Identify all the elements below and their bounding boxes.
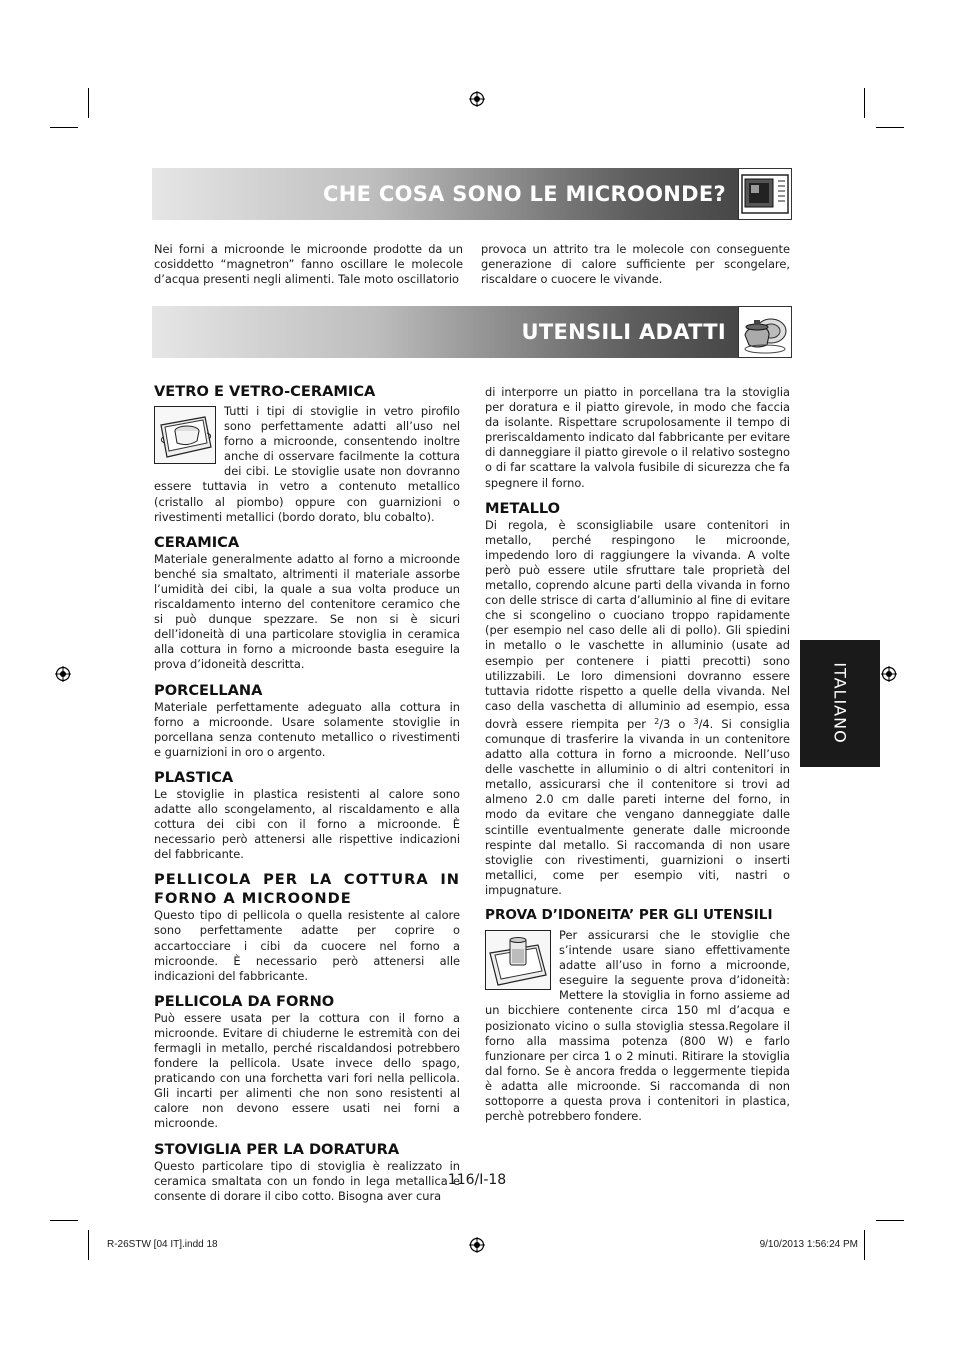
footer-timestamp: 9/10/2013 1:56:24 PM	[759, 1239, 858, 1250]
language-tab-label: ITALIANO	[830, 662, 850, 744]
section-body	[485, 518, 790, 898]
cookware-icon	[738, 306, 792, 358]
section-body: Questo tipo di pellicola o quella resistente al calore sono perfettamente adatte per coprire o accartocciare i cibi da cuocere nel forno a microonde. È necessario però attenersi alle indicazioni del fabbricante.	[154, 908, 460, 983]
footer-filename: R-26STW [04 IT].indd 18	[107, 1239, 218, 1250]
section-body: Per assicurarsi che le stoviglie che s’intende usare siano effettivamente adatte all’uso in forno a microonde, eseguire la seguente prova d’idoneità: Mettere la stoviglia in forno assieme ad un bicchiere contenente circa 150 ml d’acqua e posizionato vicino o sulla stoviglia stessa.Regolare il forno alla massima potenza (800 W) e farlo funzionare per circa 1 o 2 minuti. Ritirare la stoviglia dal forno. Se è ancora fredda o leggermente tiepida è adatta alle microonde. Si raccomanda di non sottoporre a questa prova i contenitori in plastica, perchè potrebbero fondere.	[485, 928, 790, 1124]
section-banner	[152, 306, 792, 358]
section-heading: PELLICOLA PER LA COTTURA IN FORNO A MICROONDE	[154, 871, 460, 908]
section-banner	[152, 168, 792, 220]
registration-mark-icon	[469, 1237, 485, 1253]
section-heading: PORCELLANA	[154, 681, 263, 699]
section-body: Le stoviglie in plastica resistenti al calore sono adatte allo scongelamento, al riscaldamento e alla cottura dei cibi con il forno a microonde. È necessario però attenersi alle rispettive indicazioni del fabbricante.	[154, 786, 460, 862]
crop-mark	[876, 127, 904, 128]
continuation-text: di interporre un piatto in porcellana tra la stoviglia per doratura e il piatto girevole, in modo che faccia da isolante. Rispettare scrupolosamente il tempo di preriscaldamento indicato dal fabbricante per evitare di danneggiare il piatto girevole o il relativo sostegno o di far scattare la valvola fusibile di sicurezza che fa spegnere il forno.	[485, 385, 790, 490]
section-heading: PLASTICA	[154, 768, 234, 786]
suitability-test-illustration	[485, 930, 551, 990]
section-heading: STOVIGLIA PER LA DORATURA	[154, 1140, 400, 1158]
microwave-icon	[738, 168, 792, 220]
section-heading: METALLO	[485, 499, 561, 517]
crop-mark	[876, 1220, 904, 1221]
fraction-separator: o	[670, 716, 694, 731]
registration-mark-icon	[881, 666, 897, 682]
left-column	[154, 382, 460, 1204]
crop-mark	[88, 1230, 89, 1260]
section-heading: CERAMICA	[154, 533, 240, 551]
section-heading: PROVA D’IDONEITA’ PER GLI UTENSILI	[485, 907, 773, 923]
metallo-text-a: Di regola, è sconsigliabile usare contenitori in metallo, perché respingono le microonde, impedendo loro di raggiungere la vivanda. A volte però può essere utile sfruttare tale proprietà del metallo, coprendo alcune parti della vivanda in forno con delle strisce di carta d’alluminio al fine di evitare che si scongelino o cuociano troppo rapidamente (per esempio nel caso delle ali di pollo). Gli spiedini in metallo o le vaschette in alluminio (usate ad esempio per contenere i piatti precotti) sono utilizzabili. Le loro dimensioni dovranno essere tuttavia ridotte rispetto a quelle della vivanda. Nel caso della vaschetta di alluminio ad esempio, essa dovrà essere riempita per	[485, 517, 790, 731]
section-title: UTENSILI ADATTI	[521, 320, 726, 344]
section-body: Materiale generalmente adatto al forno a microonde benché sia smaltato, altrimenti il materiale assorbe l’umidità dei cibi, la quale a sua volta produce un riscaldamento interno del contenitore ceramico che si può dunque spezzare. Se non si è sicuri dell’idoneità di una particolare stoviglia in ceramica alla cottura in forno a microonde basta eseguire la prova d’idoneità descritta.	[154, 551, 460, 672]
fraction-denominator: /4	[698, 716, 710, 731]
crop-mark	[864, 88, 865, 118]
fraction-numerator: 2	[654, 716, 660, 726]
section-body: Materiale perfettamente adeguato alla cottura in forno a microonde. Usare solamente stoviglie in porcellana senza contenuto metallico o rivestimenti e guarnizioni in oro o argento.	[154, 699, 460, 759]
section-title: CHE COSA SONO LE MICROONDE?	[323, 182, 726, 206]
right-column	[485, 385, 790, 1124]
section-heading: PELLICOLA DA FORNO	[154, 992, 335, 1010]
section-body: Tutti i tipi di stoviglie in vetro pirofilo sono perfettamente adatti all’uso nel forno a microonde, consentendo inoltre anche di osservare facilmente la cottura dei cibi. Le stoviglie usate non dovranno essere tuttavia in vetro a contenuto metallico (cristallo al piombo) oppure con guarnizioni o rivestimenti metallici (bordo dorato, blu cobalto).	[154, 404, 460, 524]
registration-mark-icon	[469, 91, 485, 107]
glass-dish-illustration	[154, 406, 216, 464]
section-body: Questo particolare tipo di stoviglia è realizzato in ceramica smaltata con un fondo in lega metallica e consente di dorare il cibo cotto. Bisogna aver cura	[154, 1158, 460, 1203]
intro-left: Nei forni a microonde le microonde prodotte da un cosiddetto “magnetron” fanno oscillare le molecole d’acqua presenti negli alimenti. Tale moto oscillatorio	[154, 242, 463, 287]
crop-mark	[88, 88, 89, 118]
crop-mark	[864, 1230, 865, 1260]
crop-mark	[50, 1220, 78, 1221]
language-tab	[800, 640, 880, 767]
metallo-text-b: . Si consiglia comunque di trasferire la vivanda in un contenitore adatto alla cottura in forno a microonde. Nell’uso delle vaschette in alluminio o di altri contenitori in metallo, assicurarsi che il contenitore si trovi ad almeno 2.0 cm dalle pareti interne del forno, in modo da evitare che vengano danneggiate dalle scintille eventualmente generate dalle microonde respinte dal metallo. Si raccomanda di non usare stoviglie con rivestimenti, guarnizioni o inserti metallici, come per esempio viti, nastri o impugnature.	[485, 716, 790, 897]
page-number: 116/I-18	[447, 1172, 507, 1188]
section-heading: VETRO E VETRO-CERAMICA	[154, 383, 376, 400]
fraction-numerator: 3	[693, 716, 699, 726]
fraction-denominator: /3	[659, 716, 671, 731]
intro-right: provoca un attrito tra le molecole con conseguente generazione di calore sufficiente per scongelare, riscaldare o cuocere le vivande.	[481, 242, 790, 287]
registration-mark-icon	[55, 666, 71, 682]
crop-mark	[50, 127, 78, 128]
section-body: Può essere usata per la cottura con il forno a microonde. Evitare di chiuderne le estremità con dei fermagli in metallo, perché riscaldandosi potrebbero fondere la pellicola. Usate invece dello spago, praticando con una forchetta vari fori nella pellicola. Gli incarti per alimenti che non sono resistenti al calore non devono essere usati nei forni a microonde.	[154, 1010, 460, 1131]
